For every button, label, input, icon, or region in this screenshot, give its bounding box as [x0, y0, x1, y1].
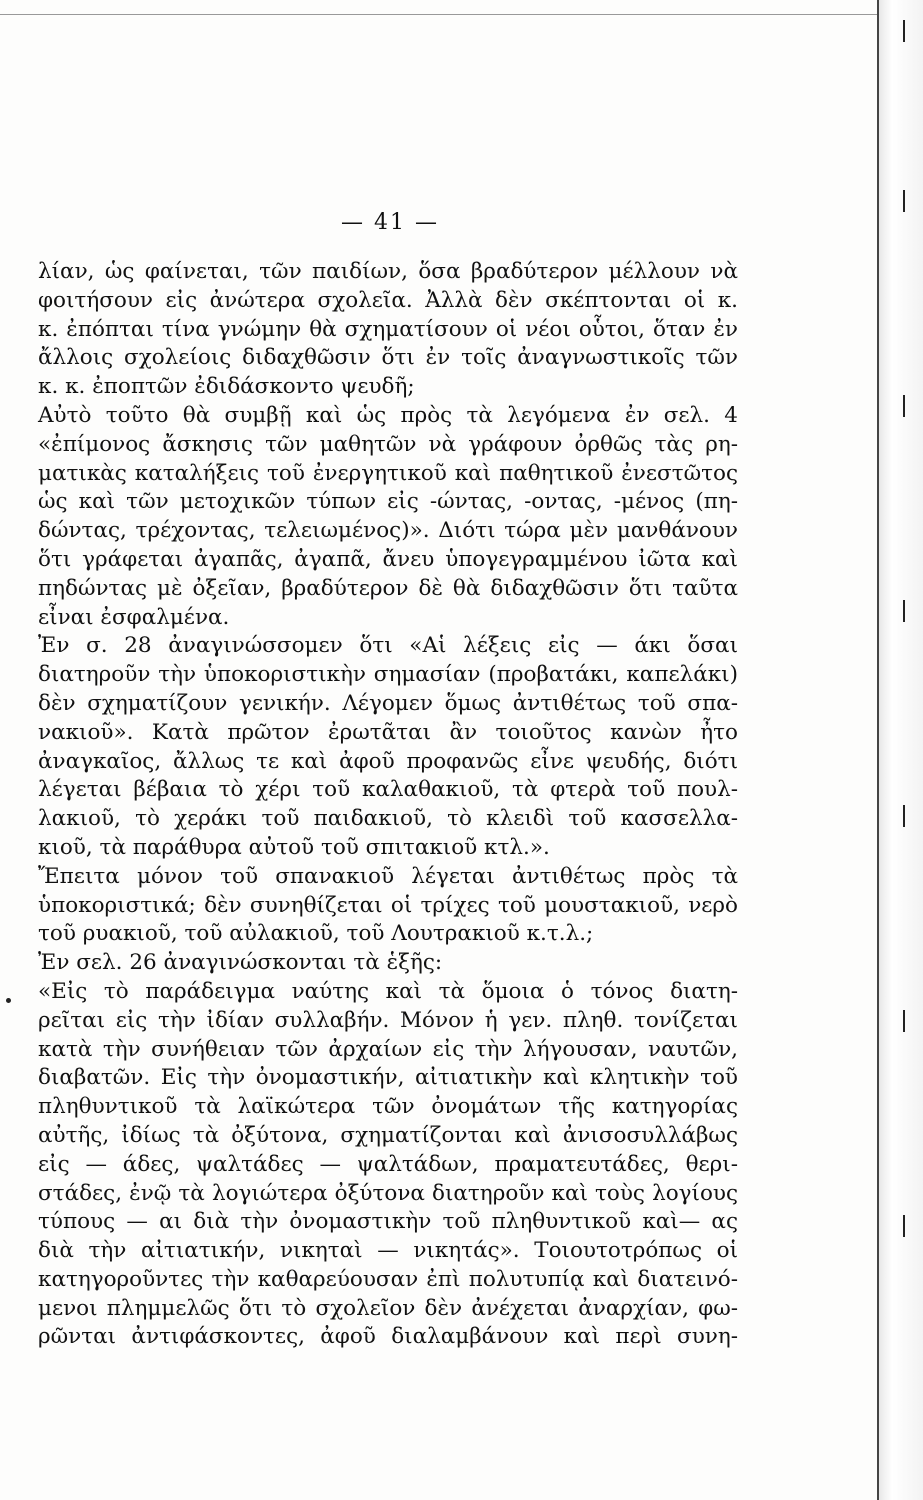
text-line: λίαν, ὡς φαίνεται, τῶν παιδίων, ὅσα βραδύτερον μέλλουν νὰ [38, 259, 738, 284]
text-line: τύπους — αι διὰ τὴν ὀνομαστικὴν τοῦ πληθυντικοῦ καὶ— ας [38, 1209, 738, 1235]
page-number: — 41 — [341, 210, 439, 235]
text-line: κατηγοροῦντες τὴν καθαρεύουσαν ἐπὶ πολυτυπίᾳ καὶ διατεινό- [38, 1266, 738, 1292]
text-line: διατηροῦν τὴν ὑποκοριστικὴν σημασίαν (προβατάκι, καπελάκι) [38, 662, 738, 688]
text-line: κ. κ. ἐποπτῶν ἐδιδάσκοντο ψευδῆ; [38, 374, 415, 400]
text-line: δὲν σχηματίζουν γενικήν. Λέγομεν ὅμως ἀντιθέτως τοῦ σπα- [38, 690, 738, 716]
text-line: ἀναγκαῖος, ἄλλως τε καὶ ἀφοῦ προφανῶς εἶνε ψευδής, διότι [38, 748, 738, 774]
page-right-edge [877, 0, 923, 1500]
text-line: ὑποκοριστικά; δὲν συνηθίζεται οἱ τρίχες τοῦ μουστακιοῦ, νερὸ [38, 892, 738, 918]
text-line: νακιοῦ». Κατὰ πρῶτον ἐρωτᾶται ἂν τοιοῦτος κανὼν ἦτο [38, 719, 738, 745]
text-line: κιοῦ, τὰ παράθυρα αὐτοῦ τοῦ σπιτακιοῦ κτλ.». [38, 834, 550, 860]
text-line: ρῶνται ἀντιφάσκοντες, ἀφοῦ διαλαμβάνουν καὶ περὶ συνη- [38, 1324, 738, 1350]
text-line: εἰς — άδες, ψαλτάδες — ψαλτάδων, πραματευτάδες, θερι- [38, 1151, 738, 1177]
text-line: ὡς καὶ τῶν μετοχικῶν τύπων εἰς -ώντας, -οντας, -μένος (πη- [38, 489, 738, 515]
text-line: αὐτῆς, ἰδίως τὰ ὀξύτονα, σχηματίζονται καὶ ἀνισοσυλλάβως [38, 1122, 738, 1148]
text-line: διὰ τὴν αἰτιατικήν, νικηταὶ — νικητάς». Τοιουτοτρόπως οἱ [38, 1238, 738, 1264]
text-line: πηδώντας μὲ ὀξεῖαν, βραδύτερον δὲ θὰ διδαχθῶσιν ὅτι ταῦτα [38, 575, 738, 601]
text-line: δώντας, τρέχοντας, τελειωμένος)». Διότι τώρα μὲν μανθάνουν [38, 518, 738, 544]
text-line: ματικὰς καταλήξεις τοῦ ἐνεργητικοῦ καὶ παθητικοῦ ἐνεστῶτος [38, 460, 738, 486]
text-line: στάδες, ἐνῷ τὰ λογιώτερα ὀξύτονα διατηροῦν καὶ τοὺς λογίους [38, 1180, 738, 1206]
text-line: λακιοῦ, τὸ χεράκι τοῦ παιδακιοῦ, τὸ κλειδὶ τοῦ κασσελλα- [38, 806, 738, 832]
text-line: Αὐτὸ τοῦτο θὰ συμβῇ καὶ ὡς πρὸς τὰ λεγόμενα ἐν σελ. 4 [38, 402, 738, 428]
stray-mark [6, 998, 11, 1003]
text-line: κατὰ τὴν συνήθειαν τῶν ἀρχαίων εἰς τὴν λήγουσαν, ναυτῶν, [38, 1036, 738, 1062]
text-line: Ἔπειτα μόνον τοῦ σπανακιοῦ λέγεται ἀντιθέτως πρὸς τὰ [38, 863, 738, 889]
text-line: «ἐπίμονος ἄσκησις τῶν μαθητῶν νὰ γράφουν ὀρθῶς τὰς ρη- [38, 431, 738, 457]
body-text [38, 258, 738, 1352]
text-line: πληθυντικοῦ τὰ λαϊκώτερα τῶν ὀνομάτων τῆς κατηγορίας [38, 1094, 738, 1120]
text-line: Ἐν σελ. 26 ἀναγινώσκονται τὰ ἑξῆς: [38, 950, 443, 976]
page-top-edge [0, 0, 880, 15]
text-line: ρεῖται εἰς τὴν ἰδίαν συλλαβήν. Μόνον ἡ γεν. πληθ. τονίζεται [38, 1007, 738, 1033]
text-line: ἄλλοις σχολείοις διδαχθῶσιν ὅτι ἐν τοῖς ἀναγνωστικοῖς τῶν [38, 345, 738, 371]
text-line: εἶναι ἐσφαλμένα. [38, 604, 230, 630]
text-line: μενοι πλημμελῶς ὅτι τὸ σχολεῖον δὲν ἀνέχεται ἀναρχίαν, φω- [38, 1295, 738, 1321]
text-line: λέγεται βέβαια τὸ χέρι τοῦ καλαθακιοῦ, τὰ φτερὰ τοῦ πουλ- [38, 777, 738, 803]
text-line: κ. ἐπόπται τίνα γνώμην θὰ σχηματίσουν οἱ νέοι οὗτοι, ὅταν ἐν [38, 316, 738, 342]
text-line: «Εἰς τὸ παράδειγμα ναύτης καὶ τὰ ὅμοια ὁ τόνος διατη- [38, 978, 738, 1004]
text-line: τοῦ ρυακιοῦ, τοῦ αὐλακιοῦ, τοῦ Λουτρακιοῦ κ.τ.λ.; [38, 921, 594, 947]
text-line: φοιτήσουν εἰς ἀνώτερα σχολεῖα. Ἀλλὰ δὲν σκέπτονται οἱ κ. [38, 287, 738, 313]
text-line: Ἐν σ. 28 ἀναγινώσσομεν ὅτι «Αἱ λέξεις εἰς — άκι ὅσαι [38, 633, 738, 659]
text-line: ὅτι γράφεται ἀγαπᾶς, ἀγαπᾶ, ἄνευ ὑπογεγραμμένου ἰῶτα καὶ [38, 546, 738, 572]
text-line: διαβατῶν. Εἰς τὴν ὀνομαστικήν, αἰτιατικὴν καὶ κλητικὴν τοῦ [38, 1065, 738, 1091]
